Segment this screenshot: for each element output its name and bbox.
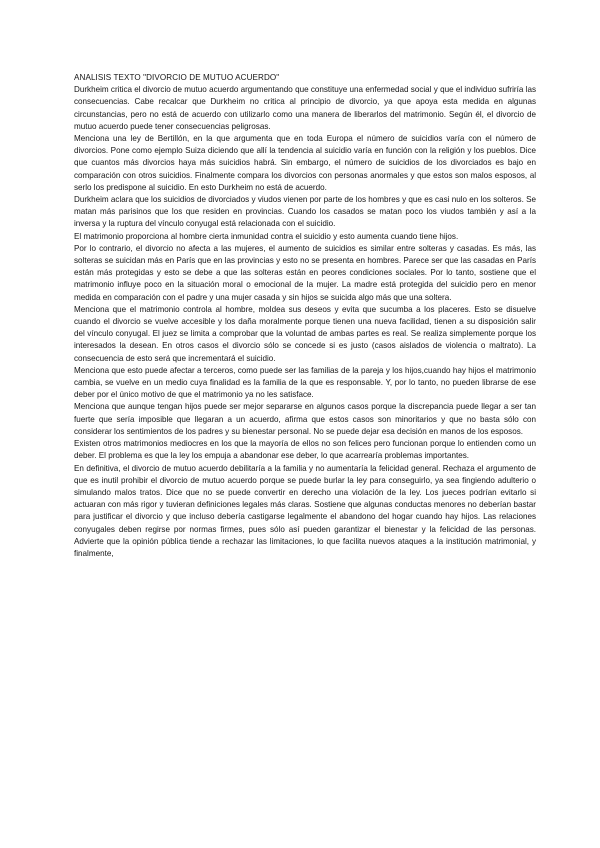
- paragraph-widowers: Durkheim aclara que los suicidios de divorciados y viudos vienen por parte de los hombres y que es casi nulo en los solteros. Se matan más parisinos que los que residen en provincias. Cuando los casados se matan poco los viudos también y así a la inversa y la ruptura del vínculo conyugal está relacionada con el suicidio.: [74, 195, 536, 229]
- paragraph-children: Menciona que aunque tengan hijos puede ser mejor separarse en algunos casos porque la discrepancia puede llegar a ser tan fuerte que sería imposible que llegaran a un acuerdo, afirma que estos casos son minoritarios y que no basta sólo con considerar los sentimientos de los padres y su bienestar personal. No se puede dejar esa decisión en manos de los esposos.: [74, 402, 536, 436]
- paragraph-third-parties: Menciona que esto puede afectar a terceros, como puede ser las familias de la pareja y los hijos,cuando hay hijos el matrimonio cambia, se vuelve en un medio cuya finalidad es la familia de la que es responsable. Y, por lo tanto, no pueden librarse de ese deber por el único motivo de que el matrimonio ya no les satisface.: [74, 365, 536, 400]
- paragraph-control: Menciona que el matrimonio controla al hombre, moldea sus deseos y evita que sucumba a los placeres. Esto se disuelve cuando el divorcio se vuelve accesible y los daña moralmente porque tienen una nueva facilidad, tienen a su disposición salir del vínculo conyugal. El juez se limita a comprobar que la voluntad de ambas partes es real. Se realiza simplemente porque los interesados la desean. En otros casos el divorcio sólo se concede si es justo (casos aislados de violencia o maltrato). La consecuencia de esto será que incrementará el suicidio.: [74, 304, 536, 363]
- paragraph-mediocre: Existen otros matrimonios mediocres en los que la mayoría de ellos no son felices pero funcionan porque lo entienden como un deber. El problema es que la ley los empuja a abandonar ese deber, lo que acarrearía problemas importantes.: [74, 439, 536, 461]
- paragraph-bertillon: Menciona una ley de Bertillón, en la que argumenta que en toda Europa el número de suicidios varía con el número de divorcios. Pone como ejemplo Suiza diciendo que allí la tendencia al suicidio varía en función con la religión y los pueblos. Dice que cuantos más divorcios haya más suicidios habrá. Sin embargo, el número de suicidios de los divorciados es bajo en comparación con otros suicidios. Finalmente compara los divorcios con personas anormales y que estos son malos esposos, al serlo los predispone al suicidio. En esto Durkheim no está de acuerdo.: [74, 134, 536, 192]
- document-page: [74, 72, 536, 560]
- document-title: ANALISIS TEXTO "DIVORCIO DE MUTUO ACUERDO": [74, 73, 280, 82]
- paragraph-intro: Durkheim critica el divorcio de mutuo acuerdo argumentando que constituye una enfermedad social y que el individuo sufriría las consecuencias. Cabe recalcar que Durkheim no critica al principio de divorcio, ya que apoya esta medida en algunas circunstancias, pero no está de acuerdo con utilizarlo como una manera de liberarlos del matrimonio. Según él, el divorcio de mutuo acuerdo puede tener consecuencias peligrosas.: [74, 85, 536, 131]
- paragraph-conclusion: En definitiva, el divorcio de mutuo acuerdo debilitaría a la familia y no aumentaría la felicidad general. Rechaza el argumento de que es inutil prohibir el divorcio de mutuo acuerdo porque se puede burlar la ley para conseguirlo, ya sea fingiendo adulterio o simulando malos tratos. Dice que no se puede convertir en derecho una violación de la ley. Los jueces podrían evitarlo si actuaran con más rigor y tuvieran definiciones legales más claras. Sostiene que algunas conductas menores no deberían bastar para justificar el divorcio y que incluso debería castigarse legalmente el abandono del hogar cuando hay hijos. Las relaciones conyugales deben regirse por normas firmes, pues sólo así pueden garantizar el bienestar y la felicidad de las personas. Advierte que la opinión pública tiende a rechazar las limitaciones, lo que facilita nuevos ataques a la institución matrimonial, y finalmente,: [74, 463, 536, 558]
- paragraph-women: Por lo contrario, el divorcio no afecta a las mujeres, el aumento de suicidios es similar entre solteras y casadas. Es más, las solteras se suicidan más en París que en las provincias y esto no se presenta en hombres. Parece ser que las casadas en París están más protegidas y esto se debe a que las solteras están en peores condiciones sociales. Por lo tanto, sostiene que el matrimonio influye poco en la situación moral o emocional de la mujer. La madre está protegida del suicidio pero en menor medida en comparación con el padre y una mujer casada y sin hijos se suicida algo más que una soltera.: [74, 243, 536, 302]
- paragraph-immunity: El matrimonio proporciona al hombre cierta inmunidad contra el suicidio y esto aumenta cuando tiene hijos.: [74, 231, 459, 241]
